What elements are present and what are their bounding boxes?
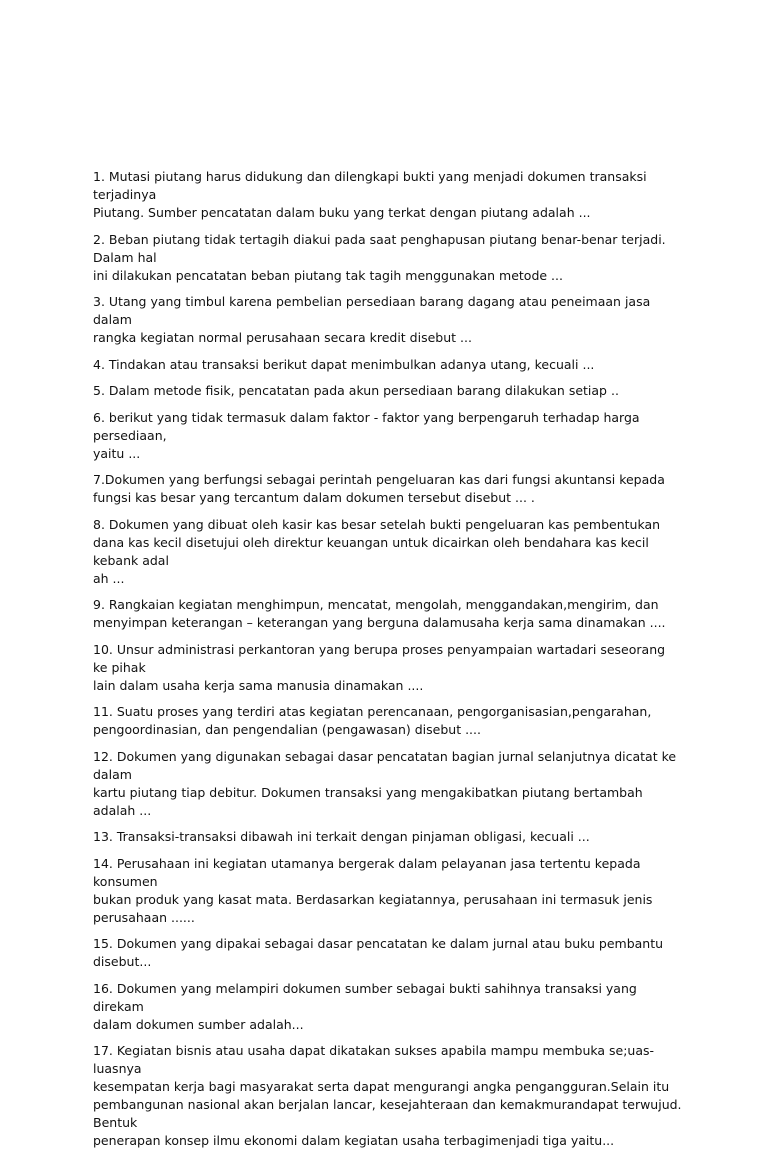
question-4: 4. Tindakan atau transaksi berikut dapat menimbulkan adanya utang, kecuali ... <box>93 356 595 372</box>
question-12: 12. Dokumen yang digunakan sebagai dasar pencatatan bagian jurnal selanjutnya dicatat ke dalam kartu piutang tiap debitur. Dokumen transaksi yang mengakibatkan piutang bertambah adalah ... <box>93 748 677 818</box>
question-16: 16. Dokumen yang melampiri dokumen sumber sebagai bukti sahihnya transaksi yang direkam dalam dokumen sumber adalah... <box>93 980 637 1032</box>
question-13: 13. Transaksi-transaksi dibawah ini terkait dengan pinjaman obligasi, kecuali ... <box>93 829 590 844</box>
question-8: 8. Dokumen yang dibuat oleh kasir kas besar setelah bukti pengeluaran kas pembentukan dana kas kecil disetujui oleh direktur keuangan untuk dicairkan oleh bendahara kas kecil kebank adal ah ... <box>93 516 661 586</box>
question-9: 9. Rangkaian kegiatan menghimpun, mencatat, mengolah, menggandakan,mengirim, dan menyimpan keterangan – keterangan yang berguna dalamusaha kerja sama dinamakan .... <box>93 597 666 630</box>
question-1: 1. Mutasi piutang harus didukung dan dilengkapi bukti yang menjadi dokumen transaksi terjadinya Piutang. Sumber pencatatan dalam buku yang terkat dengan piutang adalah ... <box>93 169 647 220</box>
question-6: 6. berikut yang tidak termasuk dalam faktor - faktor yang berpengaruh terhadap harga persediaan, yaitu ... <box>93 409 640 461</box>
question-10: 10. Unsur administrasi perkantoran yang berupa proses penyampaian wartadari seseorang ke pihak lain dalam usaha kerja sama manusia dinamakan .... <box>93 641 666 693</box>
question-2: 2. Beban piutang tidak tertagih diakui pada saat penghapusan piutang benar-benar terjadi. Dalam hal ini dilakukan pencatatan beban piutang tak tagih menggunakan metode ... <box>93 231 666 283</box>
question-3: 3. Utang yang timbul karena pembelian persediaan barang dagang atau peneimaan jasa dalam rangka kegiatan normal perusahaan secara kredit disebut ... <box>93 294 651 345</box>
question-7: 7.Dokumen yang berfungsi sebagai perintah pengeluaran kas dari fungsi akuntansi kepada fungsi kas besar yang tercantum dalam dokumen tersebut disebut ... . <box>93 472 665 505</box>
document-page <box>93 168 683 1159</box>
question-14: 14. Perusahaan ini kegiatan utamanya bergerak dalam pelayanan jasa tertentu kepada konsumen bukan produk yang kasat mata. Berdasarkan kegiatannya, perusahaan ini termasuk jenis perusahaan ...... <box>93 855 653 925</box>
question-15: 15. Dokumen yang dipakai sebagai dasar pencatatan ke dalam jurnal atau buku pembantu disebut... <box>93 936 664 969</box>
question-5: 5. Dalam metode fisik, pencatatan pada akun persediaan barang dilakukan setiap .. <box>93 383 619 398</box>
question-11: 11. Suatu proses yang terdiri atas kegiatan perencanaan, pengorganisasian,pengarahan, pengoordinasian, dan pengendalian (pengawasan) disebut .... <box>93 704 652 737</box>
question-17: 17. Kegiatan bisnis atau usaha dapat dikatakan sukses apabila mampu membuka se;uas-luasnya kesempatan kerja bagi masyarakat serta dapat mengurangi angka pengangguran.Selain itu pembangunan nasional akan berjalan lancar, kesejahteraan dan kemakmurandapat terwujud. Bentuk penerapan konsep ilmu ekonomi dalam kegiatan usaha terbagimenjadi tiga yaitu... <box>93 1043 682 1148</box>
